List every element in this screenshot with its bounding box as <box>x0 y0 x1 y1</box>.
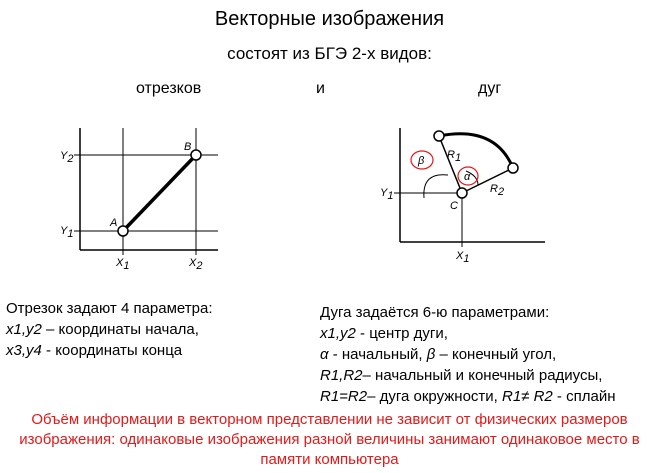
label-y1: Y1 <box>380 187 394 202</box>
label-y1: Y1 <box>60 225 74 240</box>
angle-beta-arc <box>424 175 448 198</box>
label-x1: X1 <box>456 250 470 265</box>
segment-line <box>123 155 196 231</box>
arc-desc-line-1: Дуга задаётся 6-ю параметрами: <box>320 304 550 321</box>
label-y2: Y2 <box>60 150 74 165</box>
arc-diagram <box>380 120 560 270</box>
segment-description <box>6 298 212 361</box>
label-r2: R2 <box>490 183 505 198</box>
segment-diagram <box>60 120 240 270</box>
arc-end-marker <box>508 163 518 173</box>
page-title: Векторные изображения <box>214 8 445 30</box>
label-point-b: B <box>184 141 192 153</box>
segment-desc-line-3: x3,y4 - координаты конца <box>6 342 183 359</box>
label-point-a: A <box>110 217 118 229</box>
label-r1: R1 <box>447 149 462 164</box>
page-subtitle: состоят из БГЭ 2-х видов: <box>227 44 432 63</box>
radius-r1 <box>439 136 462 193</box>
segment-desc-line-1: Отрезок задают 4 параметра: <box>6 300 213 317</box>
center-c-marker <box>457 188 467 198</box>
point-a-marker <box>118 226 128 236</box>
label-x2: X2 <box>189 257 203 272</box>
label-x1: X1 <box>116 257 130 272</box>
arc-desc-line-3: α - начальный, β – конечный угол, <box>320 346 557 363</box>
point-b-marker <box>191 150 201 160</box>
arc-description <box>320 302 615 407</box>
label-alpha: α <box>464 171 471 183</box>
segments-heading: отрезков <box>136 80 202 97</box>
segment-desc-line-2: x1,y2 – координаты начала, <box>6 321 199 338</box>
arc-desc-line-4: R1,R2– начальный и конечный радиусы, <box>320 367 603 384</box>
label-beta: β <box>418 155 425 167</box>
arc-desc-line-2: x1,y2 - центр дуги, <box>320 325 448 342</box>
arcs-heading: дуг <box>478 80 502 97</box>
arc-desc-line-5: R1=R2– дуга окружности, R1≠ R2 - сплайн <box>320 388 616 405</box>
label-center-c: C <box>450 200 458 212</box>
arc-start-marker <box>434 131 444 141</box>
and-heading: и <box>316 80 325 97</box>
memory-note: Объём информации в векторном представлении не зависит от физических размеров изображения: одинаковые изображения разной величины занимают одинаковое место в памяти компьютера <box>19 411 640 468</box>
